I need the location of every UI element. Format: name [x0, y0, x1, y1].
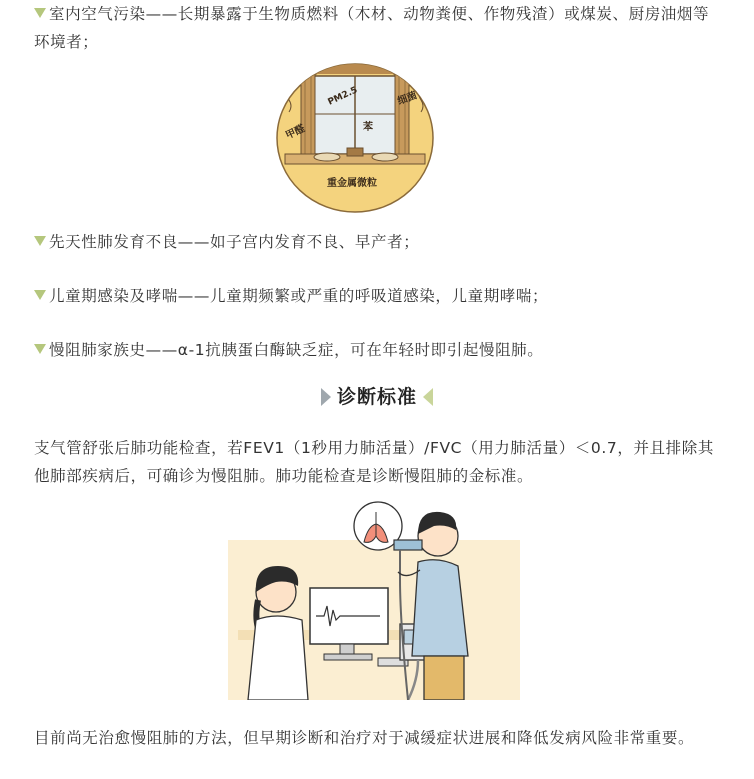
paragraph-criteria: 支气管舒张后肺功能检查，若FEV1（1秒用力肺活量）/FVC（用力肺活量）＜0.7，并且排除其他肺部疾病后，可确诊为慢阻肺。肺功能检查是诊断慢阻肺的金标准。 — [34, 439, 714, 485]
section-heading — [0, 382, 754, 409]
label-heavy-metal: 重金属微粒 — [327, 178, 377, 189]
paragraph-text: 室内空气污染——长期暴露于生物质燃料（木材、动物粪便、作物残渣）或煤炭、厨房油烟等环境者； — [34, 5, 710, 51]
section-heading-text: 诊断标准 — [336, 386, 417, 408]
heading-chevron-left-icon — [321, 388, 331, 406]
triangle-bullet-icon — [34, 236, 46, 246]
triangle-bullet-icon — [34, 290, 46, 300]
label-bacteria: 细菌 — [396, 90, 419, 108]
label-pm25: PM2.5 — [326, 85, 360, 108]
paragraph-text: 慢阻肺家族史——α-1抗胰蛋白酶缺乏症，可在年轻时即引起慢阻肺。 — [49, 341, 544, 359]
label-benzene: 苯 — [363, 122, 373, 133]
triangle-bullet-icon — [34, 344, 46, 354]
indoor-pollution-illustration — [275, 62, 435, 214]
triangle-bullet-icon — [34, 8, 46, 18]
paragraph-indoor-pollution — [34, 0, 724, 56]
paragraph-closing: 目前尚无治愈慢阻肺的方法，但早期诊断和治疗对于减缓症状进展和降低发病风险非常重要。 — [34, 729, 695, 747]
spirometry-illustration — [228, 500, 520, 700]
paragraph-congenital — [34, 228, 724, 256]
paragraph-text: 先天性肺发育不良——如子宫内发育不良、早产者； — [49, 233, 420, 251]
paragraph-text: 儿童期感染及哮喘——儿童期频繁或严重的呼吸道感染，儿童期哮喘； — [49, 287, 549, 305]
heading-chevron-right-icon — [423, 388, 433, 406]
paragraph-childhood — [34, 282, 724, 310]
label-formaldehyde: 甲醛 — [284, 123, 307, 142]
paragraph-family — [34, 336, 724, 364]
